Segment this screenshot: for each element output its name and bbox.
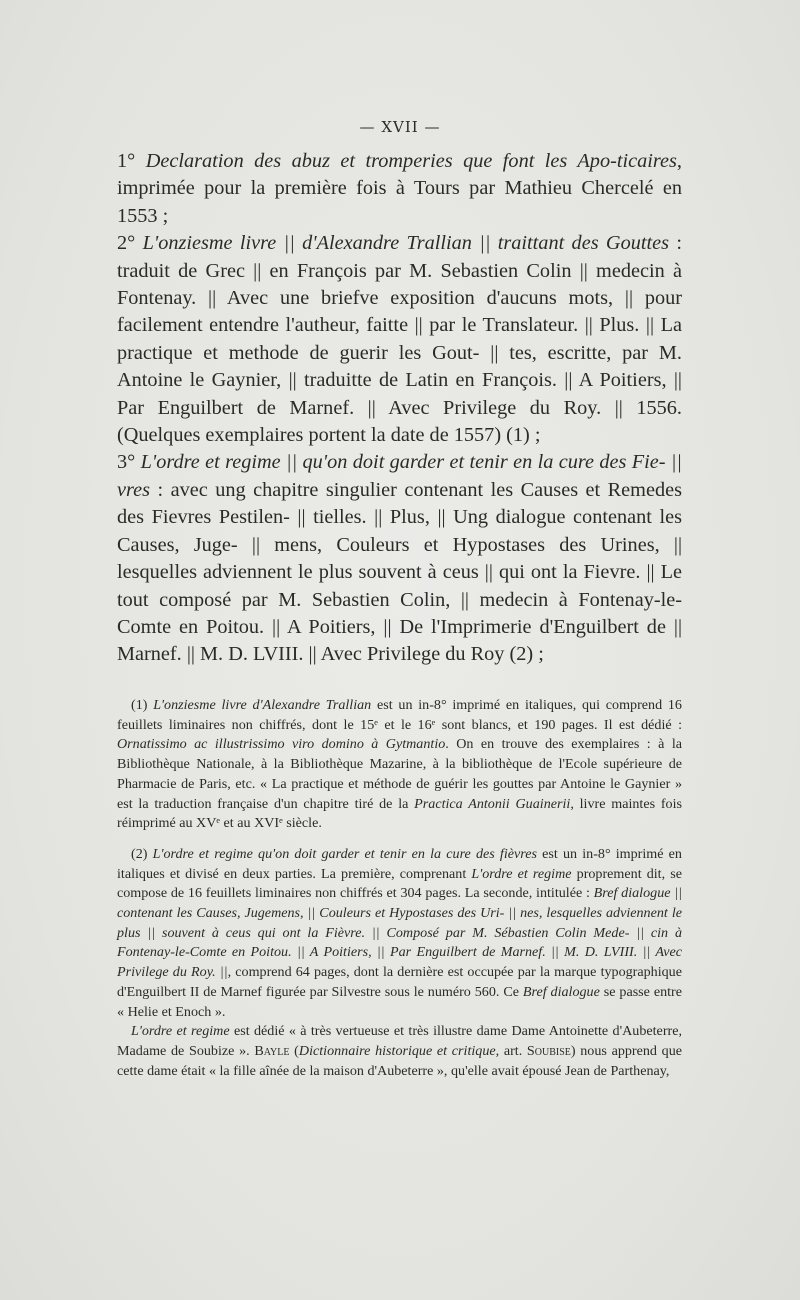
footnote-1-dedication: Ornatissimo ac illustrissimo viro domino à Gytmantio	[117, 736, 446, 753]
item-2-text: : traduit de Grec || en François par M. Sebastien Colin || medecin à Fontenay. || Avec une briefve exposition d'aucuns mots, || pour facilement entendre l'autheur, faitte || par le Translateur. || Plus. || La practique et methode de guerir les Gout- || tes, escritte, par M. Antoine le Gaynier, || traduitte de Latin en François. || A Poitiers, || Par Enguilbert de Marnef. || Avec Privilege du Roy. || 1556. (Quelques exemplaires portent la date de 1557) (1) ;	[117, 232, 682, 447]
footnote-2-title: L'ordre et regime qu'on doit garder et tenir en la cure des fièvres	[152, 845, 537, 862]
footnote-3-text-a: est dédié « à très vertueuse et très illustre dame Dame Antoinette d'Aubeterre, Madame de Soubize ».	[117, 1023, 682, 1059]
item-2-number: 2°	[117, 232, 143, 255]
footnote-3-bayle: Bayle	[254, 1042, 290, 1059]
item-1	[117, 148, 682, 230]
footnote-2-text-b: proprement dit, se compose de 16 feuillets liminaires non chiffrés et 304 pages. La seconde, intitulée :	[117, 865, 682, 902]
footnote-2	[117, 845, 682, 1022]
footnote-2-text-a: est un in-8° imprimé en italiques et divisé en deux parties. La première, comprenant	[117, 845, 682, 882]
main-text	[117, 148, 682, 669]
footnote-2-bref-short: Bref dialogue	[522, 983, 600, 1000]
item-1-text: , imprimée pour la première fois à Tours par Mathieu Chercelé en 1553 ;	[117, 150, 682, 227]
footnote-1	[117, 696, 682, 834]
footnote-3-text-c: , art.	[495, 1042, 527, 1059]
footnote-2-bref-title: Bref dialogue || contenant les Causes, Jugemens, || Couleurs et Hypostases des Uri- || nes, lesquelles adviennent le plus || souvent à ceus qui ont la Fièvre. || Composé par M. Sébastien Colin Mede- || cin à Fontenay-le-Comte en Poitou. || A Poitiers, || Par Enguilbert de Marnef. || M. D. LVIII. || Avec Privilege du Roy. ||	[117, 885, 683, 981]
item-3	[117, 449, 682, 668]
footnote-2-number: (2)	[131, 845, 153, 862]
footnote-1-text-c: , livre maintes fois réimprimé au XVᵉ et au XVIᵉ siècle.	[117, 795, 682, 832]
footnote-3	[117, 1022, 682, 1081]
footnote-1-practica: Practica Antonii Guainerii	[414, 795, 571, 812]
footnote-2-title-short: L'ordre et regime	[471, 865, 572, 882]
item-3-text: : avec ung chapitre singulier contenant les Causes et Remedes des Fievres Pestilen- || tielles. || Plus, || Ung dialogue contenant les Causes, Juge- || mens, Couleurs et Hypostases des Urines, || lesquelles adviennent le plus souvent à ceus || qui ont la Fievre. || Le tout composé par M. Sebastien Colin, || medecin à Fontenay-le-Comte en Poitou. || A Poitiers, || De l'Imprimerie d'Enguilbert de || Marnef. || M. D. LVIII. || Avec Privilege du Roy (2) ;	[117, 478, 682, 666]
footnote-3-text-d: ) nous apprend que cette dame était « la fille aînée de la maison d'Aubeterre », qu'elle avait épousé Jean de Parthenay,	[117, 1042, 682, 1079]
footnote-1-number: (1)	[131, 697, 154, 713]
footnote-1-text-b: . On en trouve des exemplaires : à la Bibliothèque Nationale, à la Bibliothèque Mazarine, à la bibliothèque de l'Ecole supérieure de Pharmacie de Paris, etc. « La practique et méthode de guérir les gouttes par Antoine le Gaynier » est la traduction française d'un chapitre tiré de la	[117, 736, 682, 812]
item-3-number: 3°	[117, 451, 141, 474]
footnote-2-text-c: , comprend 64 pages, dont la dernière est occupée par la marque typographique d'Enguilbert II de Marnef figurée par Silvestre sous le numéro 560. Ce	[117, 964, 682, 1000]
item-3-title: L'ordre et regime || qu'on doit garder et tenir en la cure des Fie- || vres	[117, 451, 683, 501]
footnote-3-dictionnaire: Dictionnaire historique et critique	[298, 1042, 496, 1059]
item-2	[117, 230, 682, 449]
footnote-3-soubise: Soubise	[526, 1042, 571, 1059]
footnote-1-title: L'onziesme livre d'Alexandre Trallian	[153, 697, 372, 713]
footnote-3-text-b: (	[289, 1042, 299, 1059]
page-folio: — XVII —	[359, 118, 441, 136]
footnotes	[117, 696, 682, 1081]
footnote-3-title: L'ordre et regime	[131, 1023, 230, 1040]
item-2-title: L'onziesme livre || d'Alexandre Trallian || traittant des Gouttes	[142, 232, 670, 255]
item-1-number: 1°	[117, 150, 146, 172]
footnote-1-text-a: est un in-8° imprimé en italiques, qui comprend 16 feuillets liminaires non chiffrés, dont le 15ᵉ et le 16ᵉ sont blancs, et 190 pages. Il est dédié :	[117, 697, 682, 733]
item-1-title: Declaration des abuz et tromperies que font les Apo-ticaires	[145, 150, 677, 172]
footnote-2-text-d: se passe entre « Helie et Enoch ».	[117, 983, 682, 1020]
